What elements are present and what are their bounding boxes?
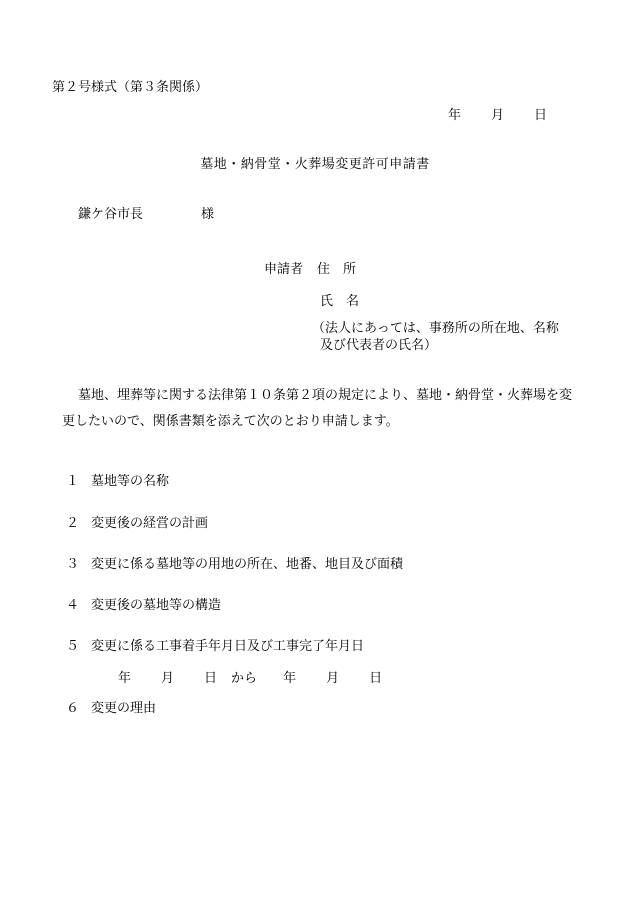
item-number: ２ (66, 516, 80, 531)
date-year: 年 (448, 108, 462, 123)
item-number: ６ (66, 701, 80, 716)
item-number: ４ (66, 598, 80, 613)
application-statement: 墓地、埋葬等に関する法律第１０条第２項の規定により、墓地・納骨堂・火葬場を変更したいので、関係書類を添えて次のとおり申請します。 (62, 388, 573, 429)
corporation-note (312, 320, 559, 354)
period-from: から (231, 671, 258, 686)
document-title: 墓地・納骨堂・火葬場変更許可申請書 (200, 157, 430, 172)
item-label: 変更に係る墓地等の用地の所在、地番、地目及び面積 (91, 557, 404, 572)
name-label: 氏 名 (320, 294, 360, 309)
item-label: 変更後の墓地等の構造 (91, 598, 222, 613)
list-item (66, 597, 221, 615)
list-item (66, 700, 156, 718)
list-item (66, 515, 208, 533)
form-number: 第２号様式（第３条関係） (52, 80, 209, 95)
construction-period (118, 670, 382, 688)
note-line-2: 及び代表者の氏名） (320, 338, 438, 353)
period-month-2: 月 (326, 671, 340, 686)
item-number: ３ (66, 557, 80, 572)
date-month: 月 (491, 108, 505, 123)
address-label: 住 所 (317, 262, 357, 277)
note-line-1: （法人にあっては、事務所の所在地、名称 (312, 321, 559, 336)
item-label: 変更後の経営の計画 (91, 516, 209, 531)
item-label: 変更に係る工事着手年月日及び工事完了年月日 (91, 639, 365, 654)
addressee-honorific: 様 (201, 207, 215, 222)
list-item (66, 473, 169, 491)
submission-date (448, 107, 547, 125)
item-label: 墓地等の名称 (91, 474, 170, 489)
period-year-1: 年 (118, 671, 132, 686)
addressee-name: 鎌ケ谷市長 (78, 207, 144, 222)
item-number: １ (66, 474, 80, 489)
applicant-label: 申請者 (264, 262, 304, 277)
date-day: 日 (534, 108, 548, 123)
addressee (78, 206, 214, 224)
period-year-2: 年 (283, 671, 297, 686)
applicant-address-row (264, 261, 356, 279)
period-day-2: 日 (369, 671, 383, 686)
period-day-1: 日 (204, 671, 218, 686)
item-label: 変更の理由 (91, 701, 157, 716)
period-month-1: 月 (161, 671, 175, 686)
item-number: ５ (66, 639, 80, 654)
list-item (66, 638, 364, 656)
list-item (66, 556, 403, 574)
